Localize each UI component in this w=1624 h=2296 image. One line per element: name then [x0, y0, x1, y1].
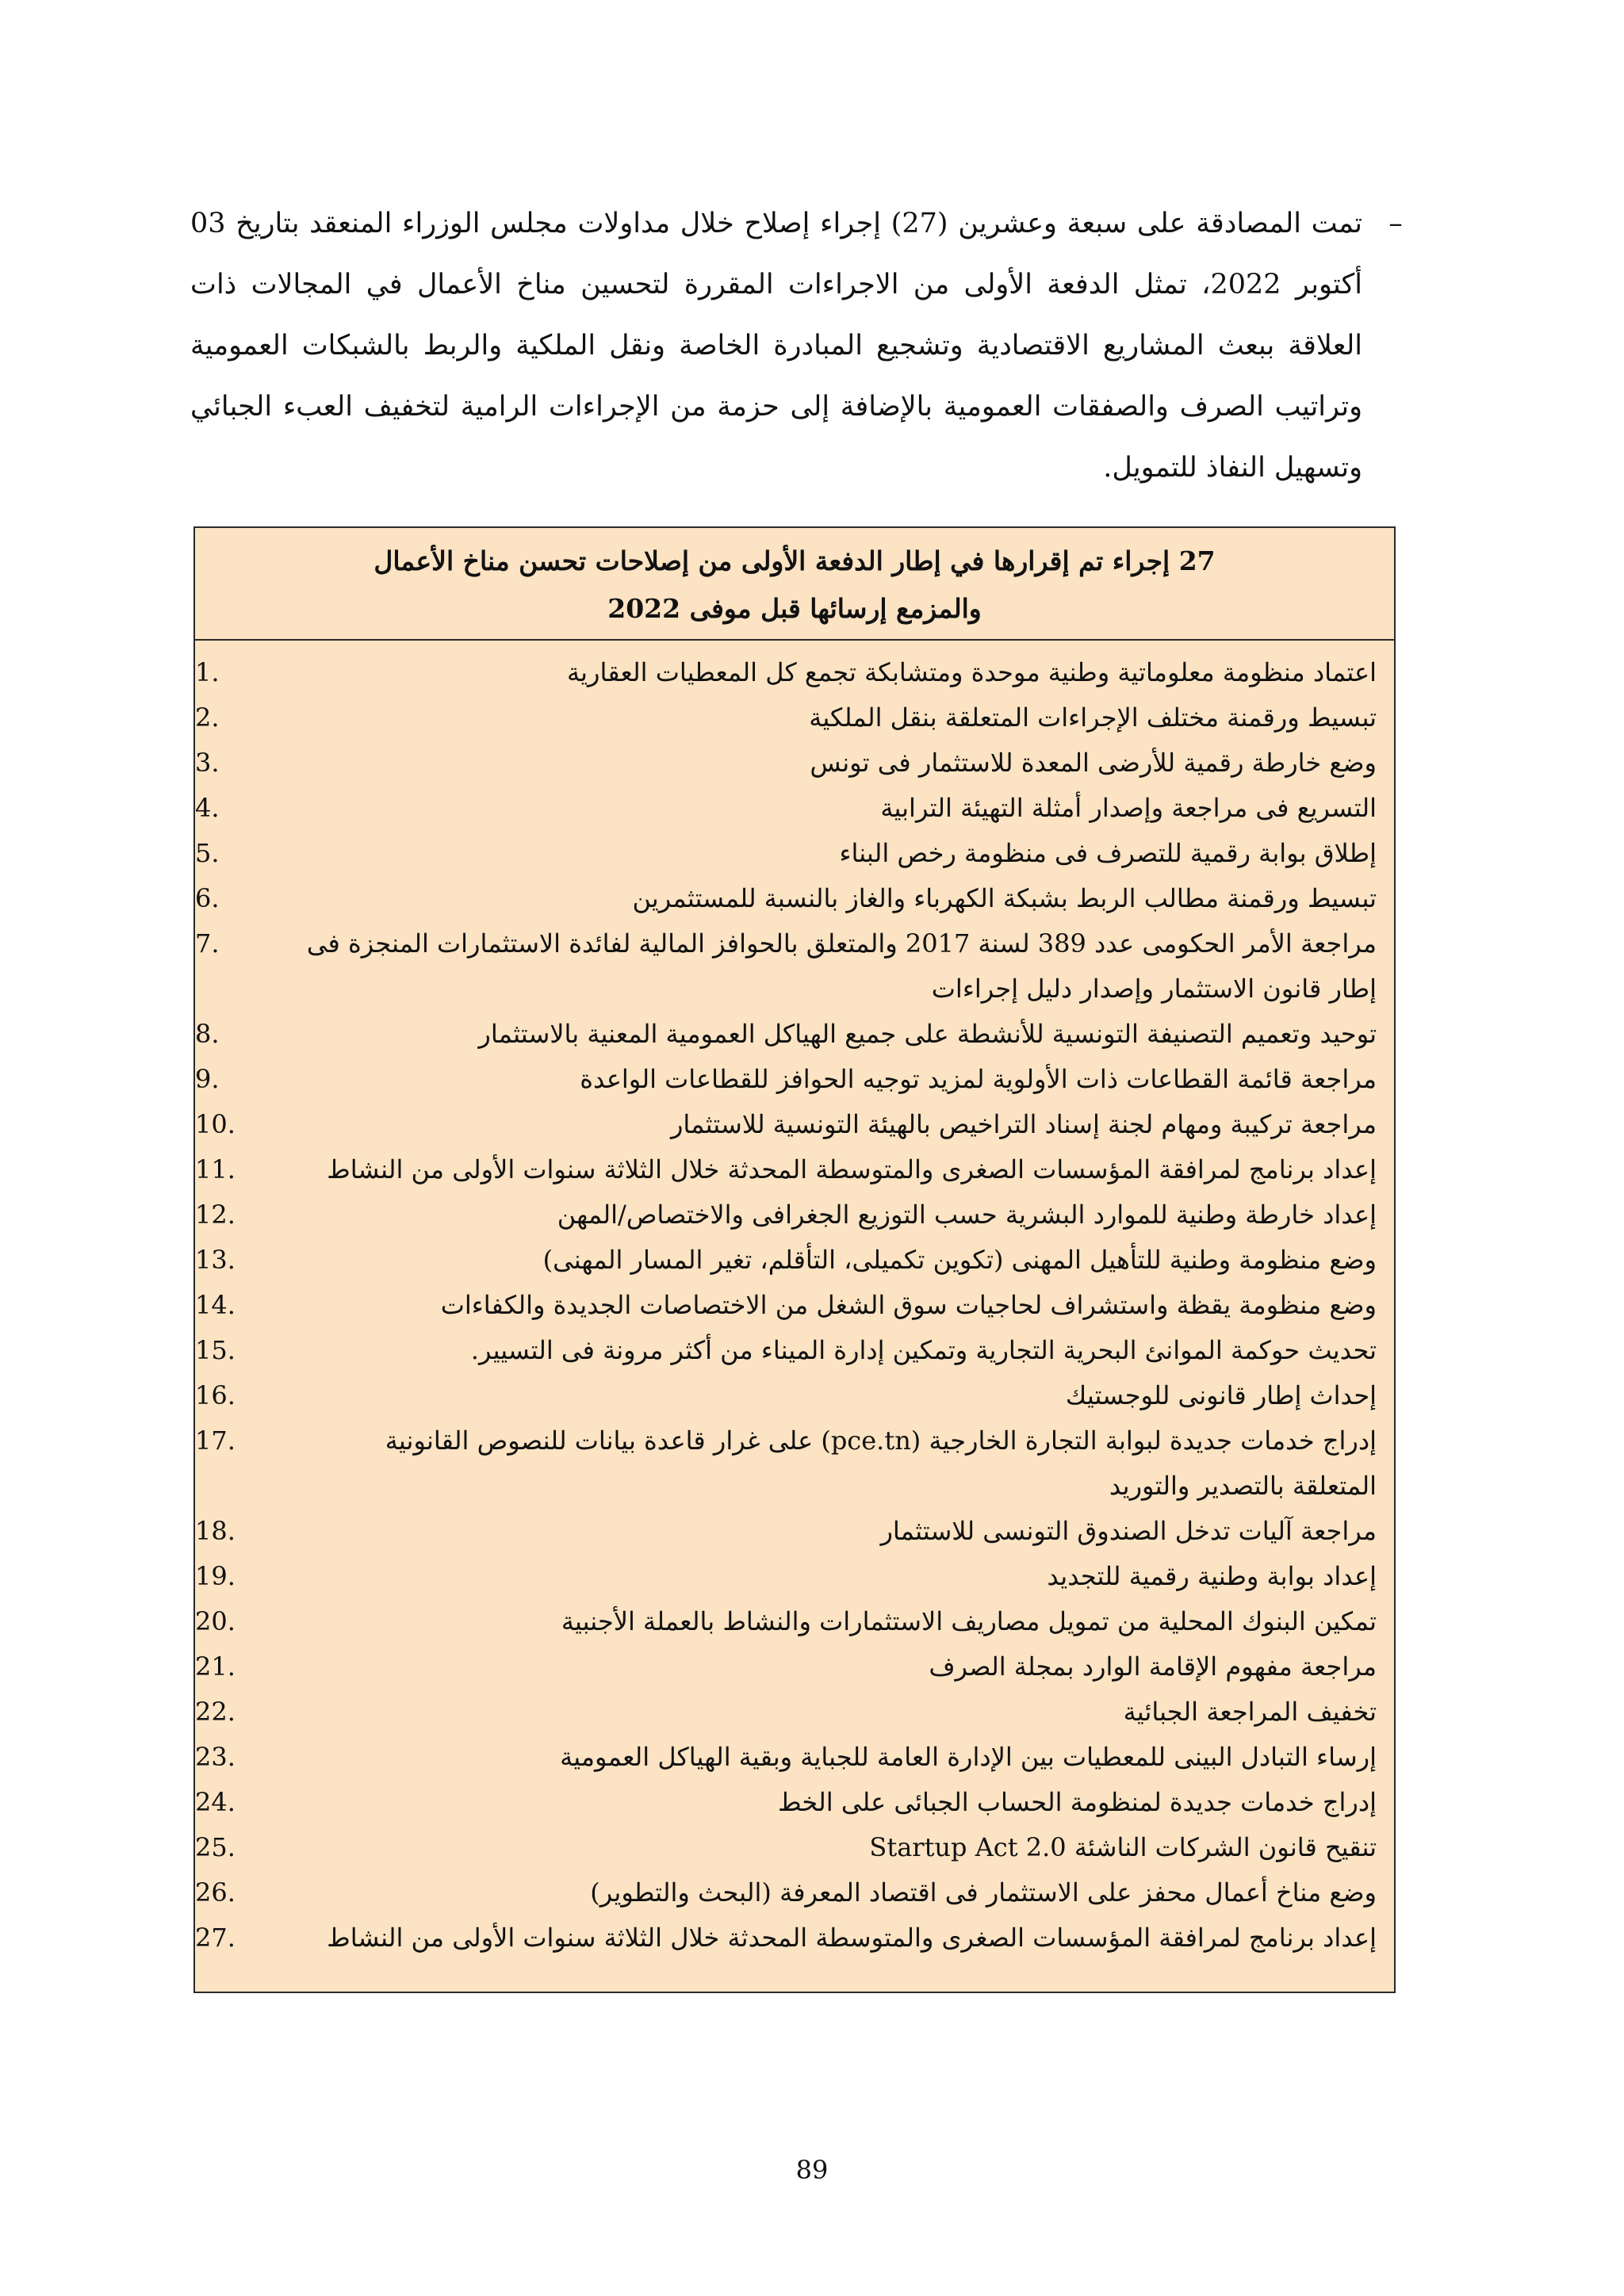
list-item-number: .2	[195, 702, 220, 733]
list-item-text: التسريع فى مراجعة وإصدار أمثلة التهيئة الترابية	[880, 793, 1377, 823]
list-item-number: .4	[195, 793, 220, 823]
list-item-number: .11	[195, 1154, 236, 1184]
list-item	[195, 921, 1394, 1012]
list-item-text: إدراج خدمات جديدة لمنظومة الحساب الجبائى على الخط	[778, 1787, 1377, 1817]
list-item-number: .23	[195, 1742, 236, 1772]
list-item-text: إرساء التبادل البينى للمعطيات بين الإدارة العامة للجباية وبقية الهياكل العمومية	[560, 1742, 1377, 1772]
list-item-number: .9	[195, 1064, 220, 1094]
list-item	[195, 831, 1394, 876]
list-item-text: وضع خارطة رقمية للأرضى المعدة للاستثمار فى تونس	[810, 748, 1377, 778]
list-item-text: إعداد برنامج لمرافقة المؤسسات الصغرى والمتوسطة المحدثة خلال الثلاثة سنوات الأولى من النشاط	[327, 1154, 1377, 1184]
list-item-number: .25	[195, 1832, 236, 1862]
list-item-number: .5	[195, 838, 220, 868]
list-item-number: .15	[195, 1335, 236, 1365]
list-item	[195, 1147, 1394, 1192]
list-item	[195, 1554, 1394, 1599]
list-item	[195, 1328, 1394, 1373]
list-item	[195, 1735, 1394, 1780]
list-item-number: .10	[195, 1109, 236, 1139]
list-item-text: توحيد وتعميم التصنيفة التونسية للأنشطة على جميع الهياكل العمومية المعنية بالاستثمار	[478, 1019, 1377, 1049]
list-item-number: .21	[195, 1651, 236, 1682]
list-item-number: .8	[195, 1019, 220, 1049]
list-item	[195, 1599, 1394, 1644]
list-item	[195, 1102, 1394, 1147]
list-item	[195, 1057, 1394, 1102]
list-item	[195, 1283, 1394, 1328]
list-item-text: تحديث حوكمة الموانئ البحرية التجارية وتمكين إدارة الميناء من أكثر مرونة فى التسيير.	[470, 1335, 1377, 1365]
list-item-number: .3	[195, 748, 220, 778]
list-item-text: مراجعة مفهوم الإقامة الوارد بمجلة الصرف	[929, 1651, 1377, 1682]
list-item-text: مراجعة آليات تدخل الصندوق التونسى للاستثمار	[880, 1516, 1377, 1546]
list-item-text: إعداد بوابة وطنية رقمية للتجديد	[1047, 1561, 1377, 1591]
list-item-number: .17	[195, 1425, 236, 1456]
list-item-text: اعتماد منظومة معلوماتية وطنية موحدة ومتشابكة تجمع كل المعطيات العقارية	[566, 657, 1377, 687]
box-title	[195, 528, 1394, 641]
list-item-text: مراجعة قائمة القطاعات ذات الأولوية لمزيد توجيه الحوافز للقطاعات الواعدة	[580, 1064, 1377, 1094]
list-item	[195, 1915, 1394, 1961]
measures-box	[193, 526, 1396, 1993]
list-item-number: .14	[195, 1290, 236, 1320]
box-title-line-2: والمزمع إرسائها قبل موفى 2022	[607, 593, 982, 624]
list-item-number: .19	[195, 1561, 236, 1591]
list-item-number: .24	[195, 1787, 236, 1817]
list-item-number: .13	[195, 1245, 236, 1275]
list-item-text: مراجعة الأمر الحكومى عدد 389 لسنة 2017 والمتعلق بالحوافز المالية لفائدة الاستثمارات المنجزة فى إطار قانون الاستثمار وإصدار دليل إجراءات	[306, 928, 1377, 1004]
box-title-line-1: 27 إجراء تم إقرارها في إطار الدفعة الأولى من إصلاحات تحسن مناخ الأعمال	[373, 545, 1216, 576]
list-item	[195, 650, 1394, 695]
list-item-number: .1	[195, 657, 220, 687]
list-item-number: .7	[195, 928, 220, 959]
list-item	[195, 1825, 1394, 1870]
list-item-text: تنقيح قانون الشركات الناشئة Startup Act 2.0	[869, 1832, 1377, 1862]
list-item-text: وضع مناخ أعمال محفز على الاستثمار فى اقتصاد المعرفة (البحث والتطوير)	[590, 1877, 1377, 1908]
list-item-text: تبسيط ورقمنة مطالب الربط بشبكة الكهرباء والغاز بالنسبة للمستثمرين	[632, 883, 1377, 913]
list-item-text: إعداد خارطة وطنية للموارد البشرية حسب التوزيع الجغرافى والاختصاص/المهن	[557, 1200, 1377, 1230]
measures-list	[195, 641, 1394, 1961]
page-number: 89	[795, 2155, 829, 2185]
list-dash: –	[1388, 208, 1403, 239]
intro-text: تمت المصادقة على سبعة وعشرين (27) إجراء إصلاح خلال مداولات مجلس الوزراء المنعقد بتاريخ 03 أكتوبر 2022، تمثل الدفعة الأولى من الاجراءات المقررة لتحسين مناخ الأعمال في المجالات ذات العلاقة ببعث المشاريع الاقتصادية وتشجيع المبادرة الخاصة ونقل الملكية والربط بالشبكات العمومية وتراتيب الصرف والصفقات العمومية بالإضافة إلى حزمة من الإجراءات الرامية لتخفيف العبء الجبائي وتسهيل النفاذ للتمويل.	[190, 208, 1363, 484]
list-item-number: .26	[195, 1877, 236, 1908]
list-item-text: تمكين البنوك المحلية من تمويل مصاريف الاستثمارات والنشاط بالعملة الأجنبية	[561, 1606, 1377, 1636]
list-item	[195, 1418, 1394, 1509]
list-item	[195, 1373, 1394, 1418]
list-item	[195, 876, 1394, 921]
list-item-text: تخفيف المراجعة الجبائية	[1123, 1697, 1377, 1727]
list-item-number: .18	[195, 1516, 236, 1546]
list-item	[195, 740, 1394, 786]
list-item	[195, 786, 1394, 831]
list-item-number: .12	[195, 1200, 236, 1230]
list-item-number: .20	[195, 1606, 236, 1636]
list-item-number: .27	[195, 1923, 236, 1953]
list-item-text: تبسيط ورقمنة مختلف الإجراءات المتعلقة بنقل الملكية	[809, 702, 1377, 733]
list-item	[195, 1192, 1394, 1238]
intro-paragraph	[190, 193, 1403, 499]
list-item-text: إعداد برنامج لمرافقة المؤسسات الصغرى والمتوسطة المحدثة خلال الثلاثة سنوات الأولى من النشاط	[327, 1923, 1377, 1953]
list-item-text: وضع منظومة يقظة واستشراف لحاجيات سوق الشغل من الاختصاصات الجديدة والكفاءات	[440, 1290, 1377, 1320]
list-item	[195, 1644, 1394, 1689]
list-item-text: إحداث إطار قانونى للوجستيك	[1065, 1380, 1377, 1410]
list-item	[195, 1780, 1394, 1825]
list-item	[195, 1689, 1394, 1735]
list-item-number: .22	[195, 1697, 236, 1727]
list-item-number: .16	[195, 1380, 236, 1410]
list-item-number: .6	[195, 883, 220, 913]
list-item	[195, 695, 1394, 740]
list-item-text: إطلاق بوابة رقمية للتصرف فى منظومة رخص البناء	[839, 838, 1377, 868]
list-item	[195, 1870, 1394, 1915]
list-item	[195, 1509, 1394, 1554]
list-item-text: إدراج خدمات جديدة لبوابة التجارة الخارجية (pce.tn) على غرار قاعدة بيانات للنصوص القانونية المتعلقة بالتصدير والتوريد	[385, 1425, 1377, 1501]
list-item	[195, 1238, 1394, 1283]
list-item-text: وضع منظومة وطنية للتأهيل المهنى (تكوين تكميلى، التأقلم، تغير المسار المهنى)	[542, 1245, 1377, 1275]
list-item	[195, 1012, 1394, 1057]
list-item-text: مراجعة تركيبة ومهام لجنة إسناد التراخيص بالهيئة التونسية للاستثمار	[670, 1109, 1377, 1139]
